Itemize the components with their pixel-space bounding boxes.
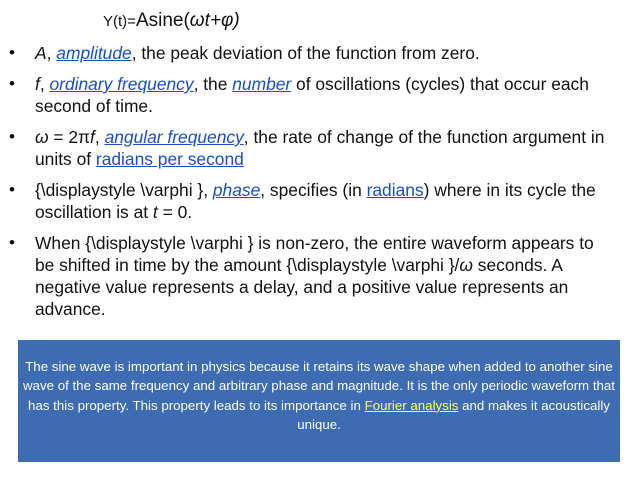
bullet-list: [0, 42, 638, 329]
shift-text: When {\displaystyle \varphi } is non-zero, the entire waveform appears to be shifted in time by the amount {\displaystyle \varphi }/: [35, 233, 594, 275]
bullet-angular-frequency: [0, 126, 638, 170]
symbol-omega: ω: [35, 127, 49, 147]
bullet-shift: [0, 232, 638, 320]
number-link[interactable]: number: [232, 74, 292, 94]
equals-two-pi: = 2π: [48, 127, 91, 147]
angular-frequency-link[interactable]: angular frequency: [104, 127, 244, 147]
bullet-dot-icon: •: [9, 180, 15, 199]
symbol-omega: ω: [459, 255, 473, 275]
amplitude-link[interactable]: amplitude: [56, 43, 132, 63]
formula-heading: [103, 10, 240, 32]
phase-symbol: {\displaystyle \varphi },: [35, 180, 213, 200]
radians-per-second-link[interactable]: radians per second: [95, 149, 244, 169]
bullet-dot-icon: •: [9, 127, 15, 146]
info-box: [18, 340, 620, 462]
symbol-t: t: [152, 202, 158, 222]
phase-text: , specifies (in: [260, 180, 367, 200]
formula-close: ): [233, 10, 240, 31]
separator: ,: [39, 74, 50, 94]
formula-prefix: Y(t)=: [103, 13, 136, 30]
bullet-frequency: [0, 73, 638, 117]
bullet-amplitude: [0, 42, 638, 64]
separator: ,: [94, 127, 105, 147]
radians-link[interactable]: radians: [366, 180, 424, 200]
info-box-text: The sine wave is important in physics because it retains its wave shape when added to another sine wave of the same frequency and arbitrary phase and magnitude. It is the only periodic waveform that has this property. This property leads to its importance in: [22, 359, 616, 413]
frequency-text: , the: [193, 74, 233, 94]
info-box-end: and makes it acoustically unique.: [297, 397, 610, 433]
fourier-analysis-link[interactable]: Fourier analysis: [364, 397, 459, 413]
shift-description: seconds. A negative value represents a delay, and a positive value represents an advance.: [35, 255, 569, 319]
amplitude-description: , the peak deviation of the function from zero.: [131, 43, 480, 63]
phase-text-2: ) where in its cycle the oscillation is at: [35, 180, 596, 222]
phase-link[interactable]: phase: [212, 180, 261, 200]
symbol-a: A: [35, 43, 47, 63]
formula-main: Asine(: [135, 10, 190, 31]
bullet-dot-icon: •: [9, 43, 15, 62]
separator: ,: [46, 43, 57, 63]
frequency-description: of oscillations (cycles) that occur each second of time.: [35, 74, 589, 116]
angular-frequency-description: , the rate of change of the function argument in units of: [35, 127, 605, 169]
symbol-f: f: [90, 127, 95, 147]
symbol-f: f: [35, 74, 40, 94]
ordinary-frequency-link[interactable]: ordinary frequency: [49, 74, 194, 94]
bullet-dot-icon: •: [9, 74, 15, 93]
formula-argument: ωt+φ: [189, 10, 234, 31]
phase-end: = 0.: [157, 202, 193, 222]
bullet-dot-icon: •: [9, 233, 15, 252]
bullet-phase: [0, 179, 638, 223]
